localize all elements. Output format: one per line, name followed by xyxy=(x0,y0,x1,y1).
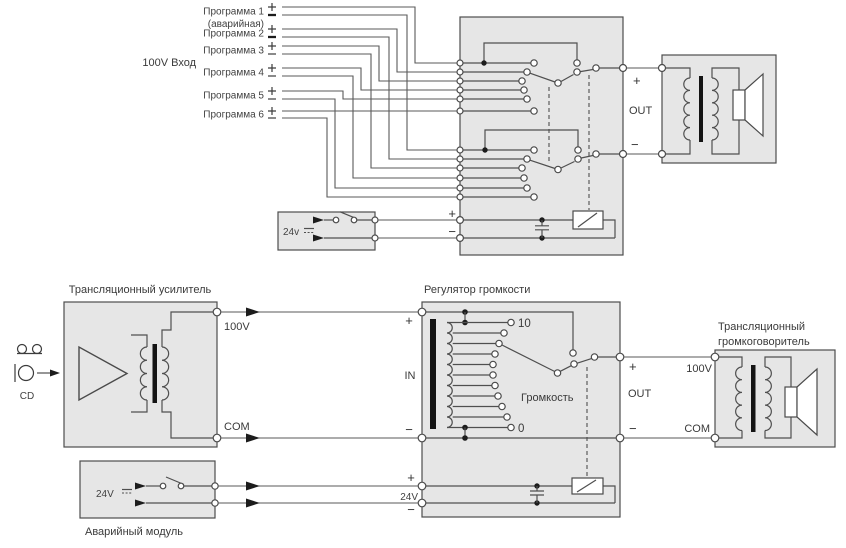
input-100v-label: 100V Вход xyxy=(142,57,196,69)
amplifier-body xyxy=(64,302,217,447)
amplifier-title: Трансляционный усилитель xyxy=(68,284,212,296)
arrow-right-icon xyxy=(246,434,260,443)
transformer-core xyxy=(699,76,703,142)
minus-label: − xyxy=(448,224,456,239)
speaker-module-bottom xyxy=(711,321,835,447)
scale-min-label: 0 xyxy=(518,423,525,435)
cd-label: CD xyxy=(19,391,35,402)
supply-24v-label: 24V xyxy=(400,492,418,503)
program-terminal-marks xyxy=(268,3,276,118)
program-4-label: Программа 4 xyxy=(203,67,264,79)
supply-minus-label: − xyxy=(407,502,415,517)
amplifier-module xyxy=(64,284,221,447)
program-2-label: Программа 2 xyxy=(203,28,264,40)
psu-24v-top xyxy=(278,206,457,250)
scale-max-label: 10 xyxy=(518,318,531,330)
regulator-to-speaker-lines xyxy=(624,357,713,438)
out-plus-label: + xyxy=(633,73,641,88)
amp-to-regulator-lines xyxy=(221,308,418,443)
volume-label: Громкость xyxy=(521,392,574,404)
speaker-title-line1: Трансляционный xyxy=(718,321,806,333)
emergency-to-regulator-lines xyxy=(218,482,418,508)
line-100v-label: 100V xyxy=(224,321,250,333)
out-label: OUT xyxy=(628,388,652,400)
line-com-label: COM xyxy=(224,421,250,433)
wiper-pivot xyxy=(555,166,561,172)
selector-module xyxy=(457,17,627,255)
in-plus-label: + xyxy=(405,313,413,328)
arrow-right-icon xyxy=(246,499,260,508)
program-1-label: Программа 1 xyxy=(203,6,264,18)
arrow-right-icon xyxy=(246,482,260,491)
cd-icon xyxy=(15,364,34,382)
program-3-label: Программа 3 xyxy=(203,45,264,57)
arrow-right-icon xyxy=(246,308,260,317)
psu-24v-top-label: 24v xyxy=(283,227,300,238)
out-plus-label: + xyxy=(629,359,637,374)
autotransformer-core xyxy=(430,319,436,429)
program-6-label: Программа 6 xyxy=(203,109,264,121)
speaker-module-top xyxy=(659,55,777,163)
emergency-24v-label: 24V xyxy=(96,489,114,500)
in-label: IN xyxy=(404,370,416,382)
plus-label: + xyxy=(448,206,456,221)
program-1-note: (аварийная) xyxy=(207,19,264,30)
transformer-core xyxy=(751,365,756,432)
in-minus-label: − xyxy=(405,422,413,437)
out-minus-label: − xyxy=(631,137,639,152)
wiper-pivot xyxy=(555,80,561,86)
supply-plus-label: + xyxy=(407,470,415,485)
regulator-title: Регулятор громкости xyxy=(424,284,531,296)
source-icons xyxy=(15,345,60,403)
out-label: OUT xyxy=(629,105,653,117)
program-input-labels xyxy=(142,7,264,121)
program-5-label: Программа 5 xyxy=(203,90,264,102)
wiper-pivot xyxy=(554,370,560,376)
speaker-title-line2: громкоговоритель xyxy=(718,336,810,348)
transformer-core xyxy=(153,344,158,403)
program-wiring xyxy=(282,7,457,197)
emergency-module-title: Аварийный модуль xyxy=(85,526,184,538)
volume-regulator-module xyxy=(400,284,624,517)
out-minus-label: − xyxy=(629,421,637,436)
spk-com-label: COM xyxy=(684,423,710,435)
speaker-magnet xyxy=(785,387,797,417)
arrow-right-icon xyxy=(50,370,60,377)
tape-icon xyxy=(17,345,42,354)
emergency-module xyxy=(80,461,218,538)
speaker-magnet xyxy=(733,90,745,120)
spk-100v-label: 100V xyxy=(686,363,712,375)
out-section-top xyxy=(627,68,659,154)
